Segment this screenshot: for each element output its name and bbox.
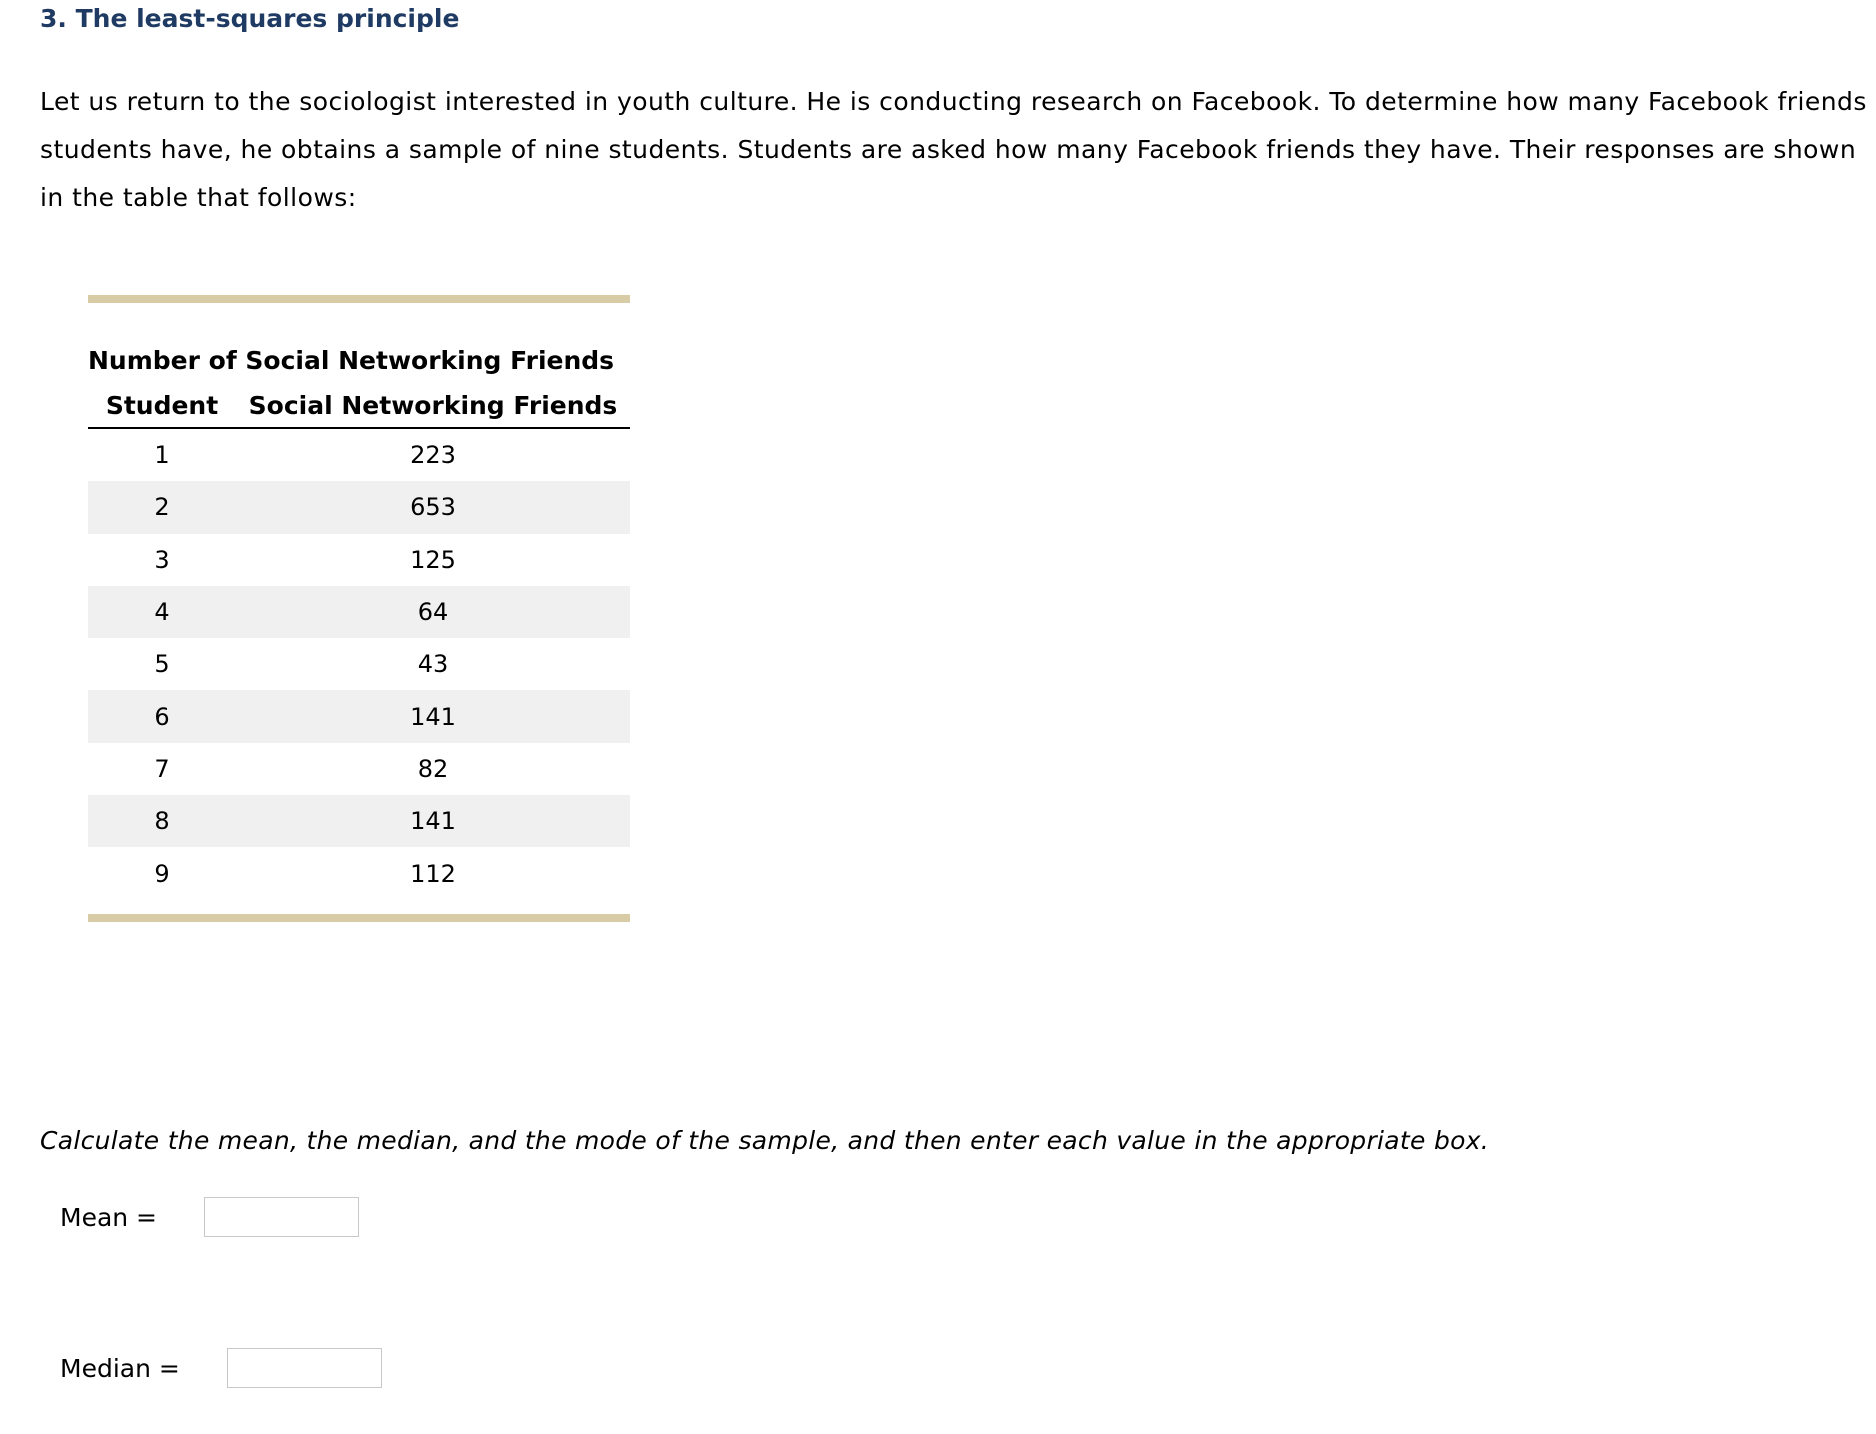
median-field-row bbox=[60, 1348, 382, 1388]
table-row bbox=[88, 481, 630, 533]
student-cell: 6 bbox=[154, 702, 170, 731]
student-cell: 8 bbox=[154, 807, 170, 836]
student-cell: 4 bbox=[154, 598, 170, 627]
table-bottom-spacer bbox=[88, 900, 630, 914]
table-row bbox=[88, 429, 630, 481]
table-top-rule bbox=[88, 295, 630, 303]
table-row bbox=[88, 690, 630, 742]
friends-cell: 43 bbox=[417, 650, 449, 679]
student-cell: 2 bbox=[154, 493, 170, 522]
table-caption: Number of Social Networking Friends bbox=[88, 346, 615, 375]
column-header-friends: Social Networking Friends bbox=[248, 390, 618, 420]
table-bottom-rule bbox=[88, 914, 630, 922]
table-header-row bbox=[88, 383, 630, 429]
mean-field-row bbox=[60, 1197, 359, 1237]
table-row bbox=[88, 638, 630, 690]
friends-cell: 141 bbox=[410, 807, 456, 836]
instruction-text: Calculate the mean, the median, and the mode of the sample, and then enter each value in the appropriate box. bbox=[40, 1126, 1490, 1155]
student-cell: 1 bbox=[154, 441, 170, 470]
mean-label: Mean = bbox=[60, 1202, 158, 1232]
friends-cell: 82 bbox=[417, 754, 449, 783]
column-header-student: Student bbox=[105, 390, 219, 420]
student-cell: 9 bbox=[154, 859, 170, 888]
question-heading: 3. The least-squares principle bbox=[40, 4, 460, 33]
table-row bbox=[88, 743, 630, 795]
student-cell: 5 bbox=[154, 650, 170, 679]
table-row bbox=[88, 795, 630, 847]
friends-cell: 653 bbox=[410, 493, 456, 522]
student-cell: 7 bbox=[154, 754, 170, 783]
median-label: Median = bbox=[60, 1353, 180, 1383]
mean-input[interactable] bbox=[204, 1197, 359, 1237]
friends-cell: 112 bbox=[410, 859, 456, 888]
table-row bbox=[88, 847, 630, 899]
table-row bbox=[88, 534, 630, 586]
table-row bbox=[88, 586, 630, 638]
friends-cell: 141 bbox=[410, 702, 456, 731]
median-input[interactable] bbox=[227, 1348, 382, 1388]
friends-cell: 125 bbox=[410, 545, 456, 574]
friends-cell: 223 bbox=[410, 441, 456, 470]
question-intro: Let us return to the sociologist interested in youth culture. He is conducting research on Facebook. To determine how many Facebook friends students have, he obtains a sample of nine students. Students are asked how many Facebook friends they have. Their responses are shown in the table that follows: bbox=[40, 87, 1867, 212]
student-cell: 3 bbox=[154, 545, 170, 574]
friends-cell: 64 bbox=[417, 598, 449, 627]
friends-table bbox=[88, 295, 630, 922]
